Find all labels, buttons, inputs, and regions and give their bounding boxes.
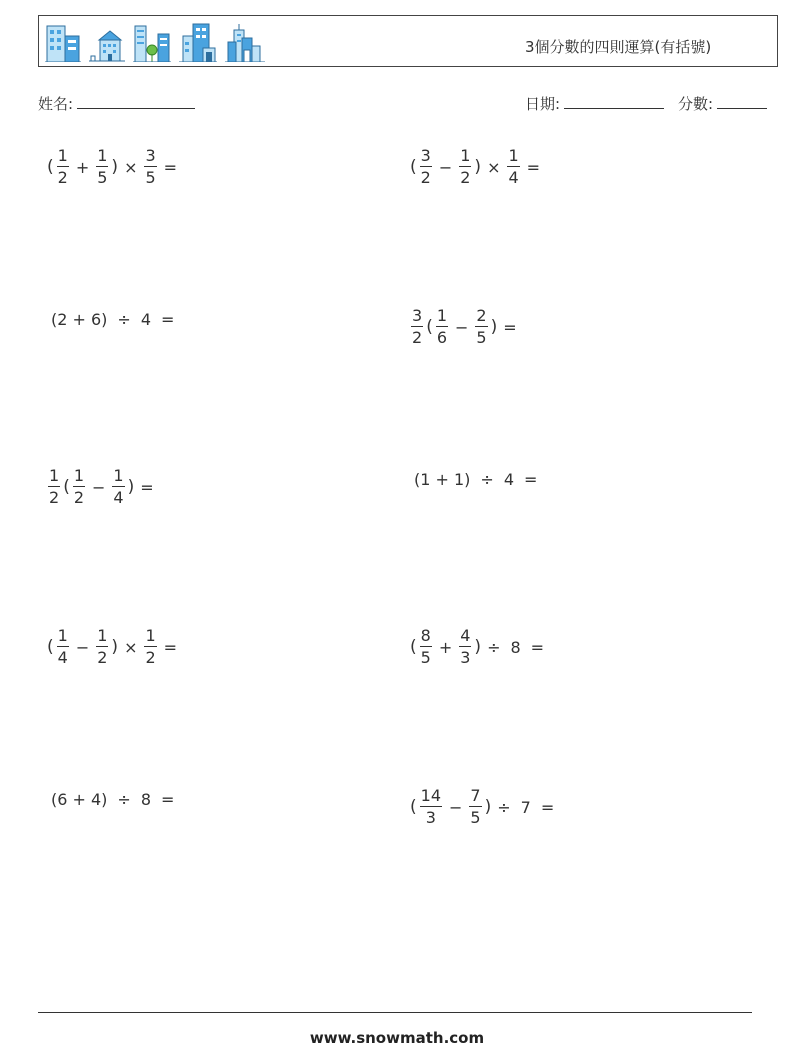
numerator: 1 bbox=[57, 626, 68, 645]
operator: = bbox=[503, 317, 517, 337]
building-icon bbox=[45, 22, 81, 62]
numerator: 1 bbox=[97, 626, 108, 645]
parenthesis: ) bbox=[490, 317, 498, 337]
denominator: 2 bbox=[420, 168, 431, 187]
office-tower-icon bbox=[133, 22, 171, 62]
numerator: 1 bbox=[57, 146, 68, 165]
header-icons bbox=[45, 22, 275, 62]
date-field bbox=[525, 93, 664, 114]
denominator: 2 bbox=[49, 488, 60, 507]
fraction bbox=[475, 308, 487, 346]
fraction bbox=[436, 308, 448, 346]
operator: = bbox=[163, 157, 178, 177]
parenthesis: ( bbox=[47, 157, 54, 177]
parenthesis: ) bbox=[484, 797, 492, 817]
denominator: 5 bbox=[420, 648, 431, 667]
numerator: 1 bbox=[113, 466, 124, 485]
parenthesis: ) bbox=[111, 637, 119, 657]
denominator: 3 bbox=[425, 808, 436, 827]
date-label: 日期: bbox=[525, 95, 561, 113]
house-icon bbox=[89, 28, 125, 62]
city-skyline-icon bbox=[225, 24, 265, 62]
operator: = bbox=[524, 470, 538, 489]
operator: (2 + 6) bbox=[51, 310, 108, 329]
problem-7 bbox=[46, 628, 182, 666]
numerator: 8 bbox=[420, 626, 431, 645]
parenthesis: ( bbox=[426, 317, 433, 337]
denominator: 2 bbox=[57, 168, 68, 187]
numerator: 1 bbox=[508, 146, 519, 165]
numerator: 3 bbox=[145, 146, 156, 165]
operator: = bbox=[163, 637, 178, 657]
fraction bbox=[73, 468, 85, 506]
problem-2 bbox=[409, 148, 545, 186]
denominator: 5 bbox=[470, 808, 481, 827]
numerator: 3 bbox=[420, 146, 431, 165]
parenthesis: ( bbox=[410, 797, 417, 817]
operator: ÷ bbox=[117, 790, 131, 809]
operator: = bbox=[526, 157, 541, 177]
operator: − bbox=[75, 637, 90, 657]
fraction bbox=[96, 148, 108, 186]
denominator: 2 bbox=[97, 648, 108, 667]
score-blank[interactable] bbox=[717, 94, 767, 109]
operator: = bbox=[161, 790, 175, 809]
fraction bbox=[411, 308, 423, 346]
problem-1 bbox=[46, 148, 182, 186]
fraction bbox=[459, 628, 471, 666]
problem-3 bbox=[46, 310, 179, 329]
header-box bbox=[38, 15, 778, 67]
score-label: 分數: bbox=[678, 95, 714, 113]
operator: ÷ bbox=[480, 470, 494, 489]
operator: − bbox=[455, 317, 469, 337]
operator: (6 + 4) bbox=[51, 790, 108, 809]
denominator: 6 bbox=[436, 328, 448, 347]
numerator: 1 bbox=[436, 306, 448, 325]
operator: = bbox=[540, 797, 555, 817]
fraction bbox=[420, 788, 442, 826]
numerator: 14 bbox=[420, 786, 441, 805]
date-blank[interactable] bbox=[564, 94, 664, 109]
operator: 4 bbox=[503, 470, 515, 489]
fraction bbox=[57, 148, 69, 186]
numerator: 1 bbox=[73, 466, 85, 485]
operator: ÷ bbox=[117, 310, 131, 329]
operator: ÷ bbox=[487, 637, 501, 657]
problem-10 bbox=[409, 788, 559, 826]
numerator: 7 bbox=[470, 786, 481, 805]
denominator: 5 bbox=[97, 168, 108, 187]
parenthesis: ) bbox=[474, 637, 482, 657]
operator: + bbox=[75, 157, 90, 177]
parenthesis: ( bbox=[410, 637, 417, 657]
problem-9 bbox=[46, 790, 179, 809]
problem-8 bbox=[409, 628, 549, 666]
parenthesis: ( bbox=[63, 477, 70, 497]
fraction bbox=[507, 148, 519, 186]
parenthesis: ( bbox=[410, 157, 417, 177]
operator: − bbox=[449, 797, 463, 817]
operator: = bbox=[530, 637, 545, 657]
operator: 8 bbox=[510, 637, 521, 657]
operator: (1 + 1) bbox=[414, 470, 471, 489]
worksheet-title: 3個分數的四則運算(有括號) bbox=[525, 38, 712, 56]
fraction bbox=[96, 628, 108, 666]
name-blank[interactable] bbox=[77, 94, 195, 109]
operator: 4 bbox=[140, 310, 152, 329]
denominator: 4 bbox=[113, 488, 124, 507]
operator: 7 bbox=[520, 797, 531, 817]
parenthesis: ) bbox=[474, 157, 482, 177]
denominator: 5 bbox=[476, 328, 487, 347]
operator: − bbox=[92, 477, 106, 497]
parenthesis: ) bbox=[111, 157, 119, 177]
denominator: 3 bbox=[460, 648, 471, 667]
fraction bbox=[144, 148, 156, 186]
numerator: 1 bbox=[460, 146, 471, 165]
score-field bbox=[678, 93, 767, 114]
denominator: 2 bbox=[412, 328, 423, 347]
operator: × bbox=[124, 637, 138, 657]
fraction bbox=[112, 468, 124, 506]
problem-5 bbox=[46, 468, 159, 506]
name-field bbox=[38, 93, 195, 114]
operator: − bbox=[438, 157, 453, 177]
denominator: 5 bbox=[145, 168, 156, 187]
operator: 8 bbox=[140, 790, 152, 809]
numerator: 2 bbox=[476, 306, 487, 325]
operator: + bbox=[438, 637, 453, 657]
name-label: 姓名: bbox=[38, 95, 74, 113]
operator: = bbox=[140, 477, 154, 497]
fraction bbox=[48, 468, 60, 506]
fraction bbox=[469, 788, 481, 826]
numerator: 3 bbox=[412, 306, 423, 325]
numerator: 4 bbox=[460, 626, 471, 645]
numerator: 1 bbox=[145, 626, 156, 645]
denominator: 2 bbox=[460, 168, 471, 187]
numerator: 1 bbox=[49, 466, 60, 485]
footer-divider bbox=[38, 1012, 752, 1013]
fraction bbox=[57, 628, 69, 666]
denominator: 2 bbox=[145, 648, 156, 667]
fraction bbox=[420, 148, 432, 186]
problem-6 bbox=[409, 470, 542, 489]
apartment-icon bbox=[179, 22, 217, 62]
fraction bbox=[144, 628, 156, 666]
problem-4 bbox=[409, 308, 522, 346]
operator: = bbox=[161, 310, 175, 329]
fraction bbox=[420, 628, 432, 666]
operator: × bbox=[124, 157, 138, 177]
numerator: 1 bbox=[97, 146, 108, 165]
denominator: 2 bbox=[73, 488, 85, 507]
parenthesis: ) bbox=[127, 477, 135, 497]
footer-site: www.snowmath.com bbox=[309, 1029, 485, 1047]
parenthesis: ( bbox=[47, 637, 54, 657]
operator: ÷ bbox=[497, 797, 511, 817]
denominator: 4 bbox=[57, 648, 68, 667]
fraction bbox=[459, 148, 471, 186]
denominator: 4 bbox=[508, 168, 519, 187]
operator: × bbox=[487, 157, 501, 177]
